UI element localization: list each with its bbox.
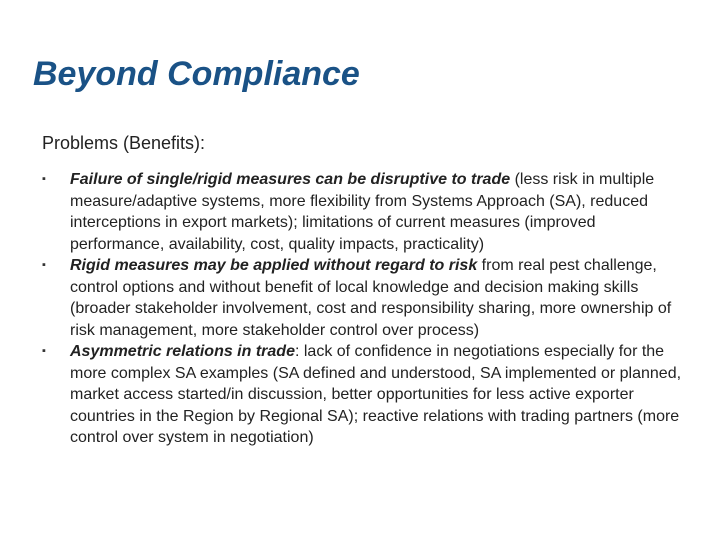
- bullet-text: from real pest challenge, control options and without benefit of local knowledge and decision making skills (broader stakeholder involvement, cost and responsibility sharing, more ownership of risk management, more stakeholder control over process): [70, 257, 672, 339]
- bullet-text: : lack of confidence in negotiations especially for the more complex SA examples (SA defined and understood, SA implemented or planned, market access started/in discussion, better opportunities for less active exporter countries in the Region by Regional SA); reactive relations with trading partners (more control over system in negotiation): [70, 343, 682, 446]
- bullet-item: [42, 341, 692, 449]
- bullet-item: [42, 169, 692, 255]
- slide-title: Beyond Compliance: [33, 55, 360, 93]
- bullet-square-icon: ▪: [42, 173, 46, 185]
- bullet-emphasis: Failure of single/rigid measures can be disruptive to trade: [70, 171, 511, 188]
- bullet-list: [42, 169, 692, 449]
- bullet-square-icon: ▪: [42, 345, 46, 357]
- bullet-text: (less risk in multiple measure/adaptive systems, more flexibility from Systems Approach (SA), reduced interceptions in export markets); limitations of current measures (improved performance, availability, cost, quality impacts, practicality): [70, 171, 655, 253]
- bullet-square-icon: ▪: [42, 259, 46, 271]
- slide-subtitle: Problems (Benefits):: [42, 133, 206, 153]
- bullet-item: [42, 255, 692, 341]
- bullet-emphasis: Asymmetric relations in trade: [70, 343, 295, 360]
- bullet-emphasis: Rigid measures may be applied without regard to risk: [70, 257, 478, 274]
